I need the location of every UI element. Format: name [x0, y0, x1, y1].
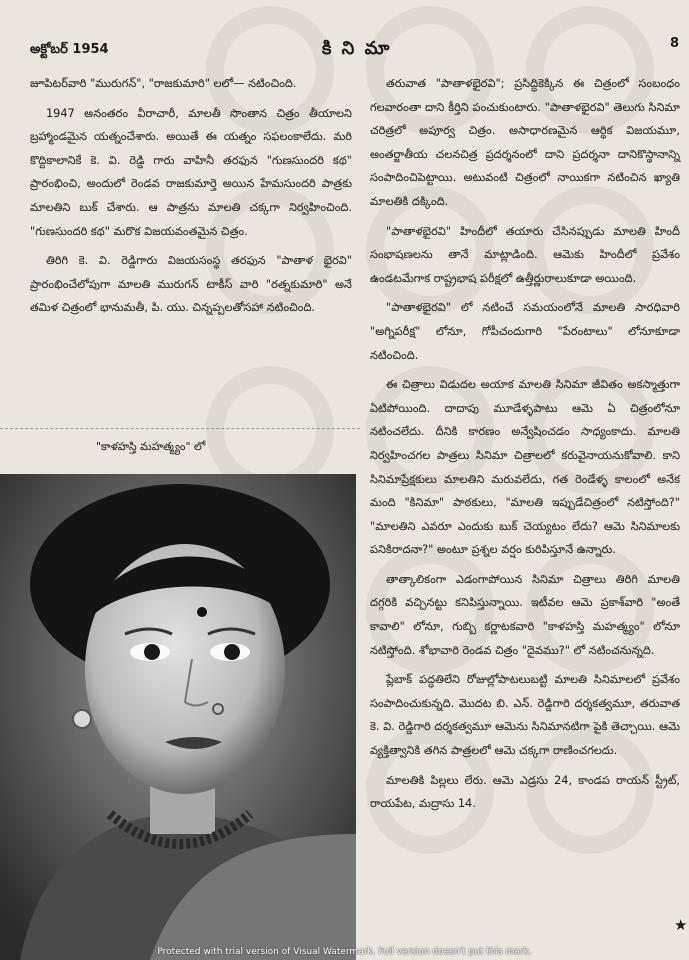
issue-date: అక్టోబర్ 1954	[30, 42, 109, 57]
paragraph: మాలతికి పిల్లలు లేరు. ఆమె ఎడ్రసు 24, కాండప రాయన్ స్ట్రీట్, రాయపేట, మద్రాసు 14.	[370, 773, 680, 811]
paragraph: తాత్కాలికంగా ఎడంగాపోయిన సినిమా చిత్రాలు తిరిగి మాలతి దగ్గరికి వచ్చినట్టు కనిపిస్తున్నాయి. ఇటీవల ఆమె ప్రకాశ్‌వారి "అంతే కావాలి" లోనూ, గుబ్బి కర్ణాటకవారి "కాళహస్తి మహత్మ్యం" లోనూ నటిస్తోంది. శోభావారి రెండవ చిత్రం "దైవము?" లో నటించనున్నది.	[370, 572, 680, 657]
paragraph: తిరిగి కె. వి. రెడ్డిగారు విజయసంస్థ తరఫున "పాతాళ భైరవి" ప్రారంభించేలోపుగా మాలతి మురుగన్ టాకీస్ వారి "రత్నకుమారి" అనే తమిళ చిత్రంలో భానుమతీ, పి. యు. చిన్నప్పలతోసహా నటించింది.	[30, 254, 352, 315]
left-column	[30, 72, 352, 320]
page-header	[0, 36, 689, 62]
paragraph: ప్లేబాక్ పద్ధతిలేని రోజుల్లోపాటలుబట్టి మాలతి సినిమాలలో ప్రవేశం సంపాదించుకున్నది. మొదట బి. ఎన్. రెడ్డిగారి దర్శకత్వమూ, తరువాత కె. వి. రెడ్డిగారి దర్శకత్వమూ ఆమెను సినిమానటిగా పైకి తెచ్చాయి. ఆమె వ్యక్తిత్వానికి తగిన పాత్రలలో ఆమె చక్కగా రాణించగలదు.	[370, 673, 680, 758]
actress-photo	[0, 474, 356, 960]
star-icon: ★	[674, 916, 688, 934]
paragraph: ఈ చిత్రాలు విడుదల అయాక మాలతి సినిమా జీవితం అకస్మాత్తుగా ఏటిపోయింది. దాదాపు మూడేళ్ళపాటు ఆమె ఏ చిత్రంలోనూ నటించలేదు. దీనికి కారణం అన్వేషించడం సాధ్యంకాదు. మాలతి నిర్వహించగల పాత్రలు సినిమా చిత్రాలలో కరువైనాయనుకోవాలి. కాని సినిమాప్రేక్షకులు మాలతిని మరువలేదు, గత రెండేళ్ళ కాలంలో అనేక మంది "కినిమా" పాఠకులు, "మాలతి ఇప్పుడేచిత్రంలో నటిస్తోంది?" "మాలతిని ఎవరూ ఎందుకు బుక్ చెయ్యటం లేదు? ఆమె సినిమాలకు పనికిరాదనా?" అంటూ ప్రశ్నల వర్షం కురిపిస్తూనే ఉన్నారు.	[370, 378, 680, 557]
right-column	[370, 72, 680, 816]
paragraph: "పాతాళభైరవి" హిందీలో తయారు చేసినప్పుడు మాలతి హిందీ సంభాషణలను తానే మాట్లాడింది. ఆమెకు హిందీలో ప్రవేశం ఉండటమేగాక రాష్ట్రభాష పరీక్షలో ఉత్తీర్ణురాలుకూడా అయింది.	[370, 224, 680, 285]
paragraph: తరువాత "పాతాళభైరవి"; ప్రసిద్ధికెక్కిన ఈ చిత్రంలో సంబంధం గలవారంతా దాని కీర్తిని పంచుకుంటారు. "పాతాళభైరవి" తెలుగు సినిమా చరిత్రలో అపూర్వ చిత్రం. అసాధారణమైన ఆర్థిక విజయమూ, అంతర్జాతీయ చలనచిత్ర ప్రదర్శనంలో దాని ప్రదర్శనా దానికొస్థానాన్ని సంపాదించిపెట్టాయి. అటువంటి చిత్రంలో నాయికగా నటించిన ఖ్యాతి మాలతికి దక్కింది.	[370, 77, 680, 208]
page-number: 8	[669, 36, 679, 51]
paragraph: 1947 అనంతరం వీరాచారీ, మాలతీ సొంతాన చిత్రం తీయాలని బ్రహ్మాండమైన యత్నంచేశారు. అయితే ఈ యత్నం సఫలంకాలేదు. మరి కొద్దికాలానికే కె. వి. రెడ్డి గారు వాహినీ తరఫున "గుణసుందరి కథ" ప్రారంభించి, అందులో రెండవ రాజకుమార్తె అయిన హేమసుందరి పాత్రకు మాలతిని బుక్ చేశారు. ఆ పాత్రను మాలతి చక్కగా నిర్వహించింది. "గుణసుందరి కథ" మరొక విజయవంతమైన చిత్రం.	[30, 106, 352, 238]
section-divider	[0, 428, 360, 429]
trial-watermark-text: Protected with trial version of Visual Watermark. Full version doesn't put this mark.	[157, 947, 532, 957]
paragraph: "పాతాళభైరవి" లో నటించే సమయంలోనే మాలతి సారధివారి "అగ్నిపరీక్ష" లోనూ, గోపీచందుగారి "పేరంటాలు" లోనూకూడా నటించింది.	[370, 301, 680, 362]
magazine-title: కి ని మా	[322, 38, 392, 59]
photo-caption: "కాళహస్తి మహత్మ్యం" లో	[96, 440, 206, 453]
paragraph: జూపిటర్‌వారి "మురుగన్", "రాజకుమారి" లలో— నటించింది.	[30, 77, 297, 90]
